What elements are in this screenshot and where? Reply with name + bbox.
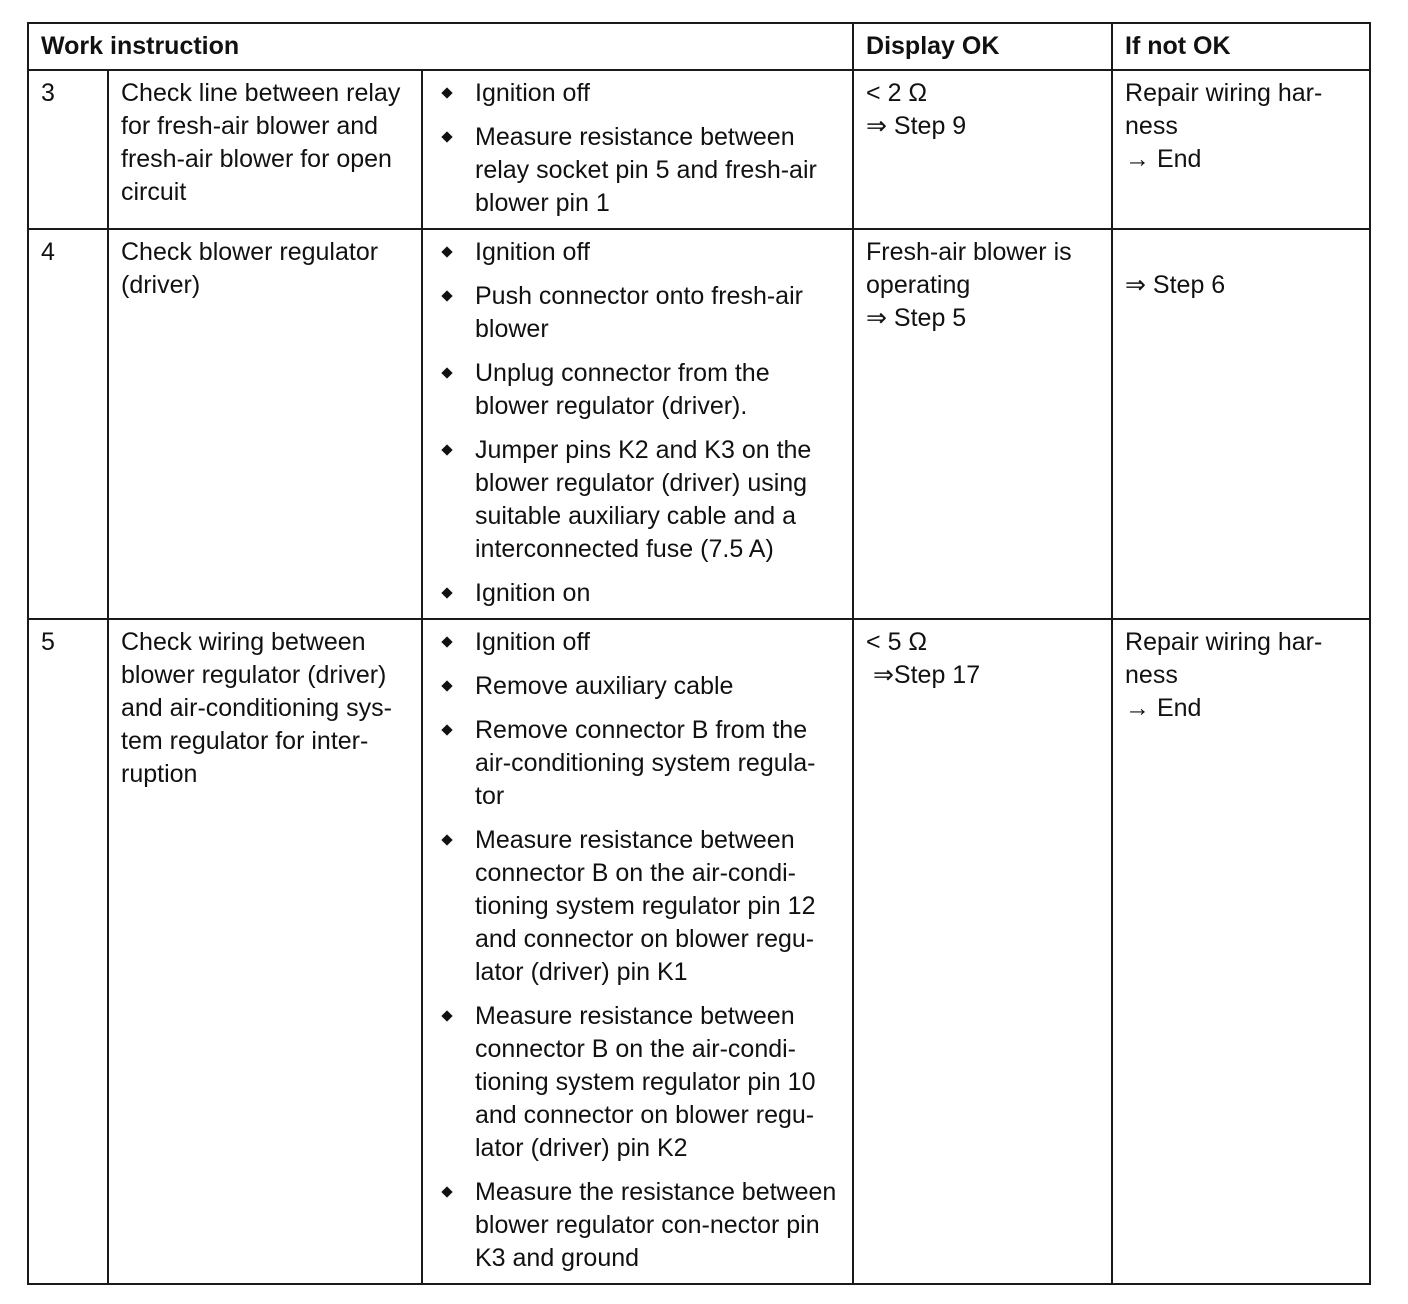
check-description: Check blower regulator (driver)	[108, 229, 422, 619]
if-not-ok-line: ness	[1125, 661, 1178, 689]
display-ok-line: Fresh-air blower is	[866, 238, 1072, 266]
list-item: Ignition on	[435, 577, 842, 610]
diamond-bullet-icon	[441, 636, 452, 647]
list-item: Unplug connector from the blower regulator (driver).	[435, 357, 842, 423]
diamond-bullet-icon	[441, 834, 452, 845]
display-ok-cell	[853, 70, 1112, 229]
step-number: 4	[28, 229, 108, 619]
diamond-bullet-icon	[441, 1186, 452, 1197]
diamond-bullet-icon	[441, 587, 452, 598]
step-number: 5	[28, 619, 108, 1284]
if-not-ok-line: ness	[1125, 112, 1178, 140]
list-item: Jumper pins K2 and K3 on the blower regulator (driver) using suitable auxiliary cable and a interconnected fuse (7.5 A)	[435, 434, 842, 566]
list-item: Measure resistance between connector B on the air-condi-tioning system regulator pin 10 and connector on blower regu-lator (driver) pin K2	[435, 1000, 842, 1165]
list-item: Measure resistance between connector B on the air-condi-tioning system regulator pin 12 and connector on blower regu-lator (driver) pin K1	[435, 824, 842, 989]
diamond-bullet-icon	[441, 444, 452, 455]
action-list-cell	[422, 619, 853, 1284]
diamond-bullet-icon	[441, 290, 452, 301]
list-item: Push connector onto fresh-air blower	[435, 280, 842, 346]
if-not-ok-next: → End	[1125, 145, 1202, 173]
display-ok-line: operating	[866, 271, 971, 299]
if-not-ok-next: → End	[1125, 694, 1202, 722]
diamond-bullet-icon	[441, 246, 452, 257]
display-ok-cell	[853, 619, 1112, 1284]
diamond-bullet-icon	[441, 680, 452, 691]
header-row	[28, 23, 1370, 70]
step-number: 3	[28, 70, 108, 229]
action-list-cell	[422, 229, 853, 619]
if-not-ok-spacer	[1125, 236, 1359, 269]
check-description: Check wiring between blower regulator (driver) and air-conditioning sys-tem regulator for inter-ruption	[108, 619, 422, 1284]
if-not-ok-cell	[1112, 70, 1370, 229]
header-display-ok: Display OK	[853, 23, 1112, 70]
display-ok-cell	[853, 229, 1112, 619]
action-list-cell	[422, 70, 853, 229]
diamond-bullet-icon	[441, 131, 452, 142]
if-not-ok-line: Repair wiring har-	[1125, 628, 1323, 656]
header-work-instruction: Work instruction	[28, 23, 853, 70]
action-list	[435, 626, 842, 1275]
table-row	[28, 70, 1370, 229]
table-row	[28, 619, 1370, 1284]
if-not-ok-cell	[1112, 619, 1370, 1284]
list-item: Remove connector B from the air-conditioning system regula-tor	[435, 714, 842, 813]
list-item: Remove auxiliary cable	[435, 670, 842, 703]
if-not-ok-next: ⇒ Step 6	[1125, 271, 1226, 299]
display-ok-value: < 5 Ω	[866, 628, 928, 656]
diamond-bullet-icon	[441, 1010, 452, 1021]
if-not-ok-cell	[1112, 229, 1370, 619]
list-item: Measure resistance between relay socket pin 5 and fresh-air blower pin 1	[435, 121, 842, 220]
list-item: Ignition off	[435, 236, 842, 269]
table-row	[28, 229, 1370, 619]
diamond-bullet-icon	[441, 87, 452, 98]
diamond-bullet-icon	[441, 724, 452, 735]
display-ok-next-step: ⇒ Step 5	[866, 304, 967, 332]
header-if-not-ok: If not OK	[1112, 23, 1370, 70]
display-ok-next-step: ⇒ Step 9	[866, 112, 967, 140]
display-ok-value: < 2 Ω	[866, 79, 928, 107]
list-item: Measure the resistance between blower regulator con-nector pin K3 and ground	[435, 1176, 842, 1275]
action-list	[435, 77, 842, 220]
if-not-ok-line: Repair wiring har-	[1125, 79, 1323, 107]
action-list	[435, 236, 842, 610]
display-ok-next-step: ⇒Step 17	[866, 661, 981, 689]
diamond-bullet-icon	[441, 367, 452, 378]
list-item: Ignition off	[435, 77, 842, 110]
work-instruction-table	[27, 22, 1371, 1285]
check-description: Check line between relay for fresh-air blower and fresh-air blower for open circuit	[108, 70, 422, 229]
list-item: Ignition off	[435, 626, 842, 659]
